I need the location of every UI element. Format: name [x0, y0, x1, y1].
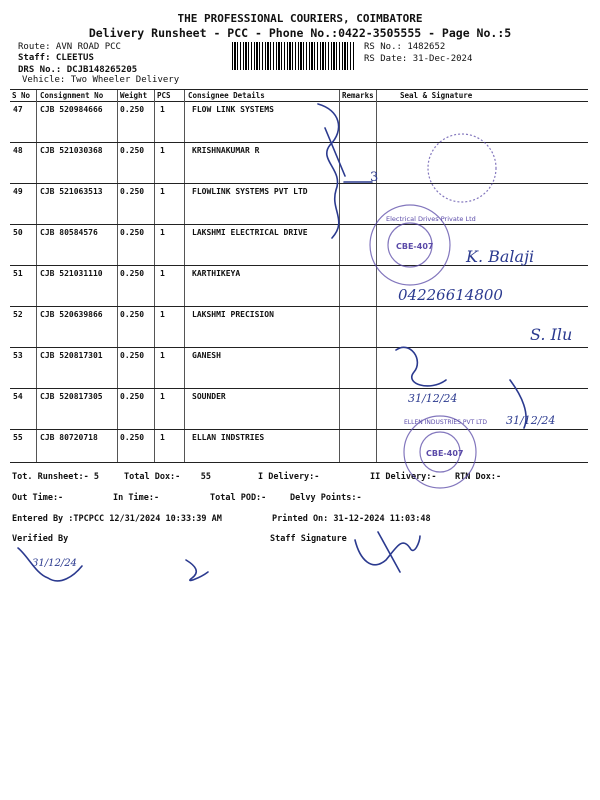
cell-sno: 54 — [13, 392, 23, 401]
cell-pcs: 1 — [160, 269, 165, 278]
cell-weight: 0.250 — [120, 105, 145, 114]
cell-weight: 0.250 — [120, 392, 145, 401]
remarks-line-stroke — [325, 128, 345, 176]
total-dox: Total Dox:- 55 — [124, 472, 211, 482]
col-header-weight: Weight — [120, 91, 148, 100]
cell-pcs: 1 — [160, 433, 165, 442]
printed-on: Printed On: 31-12-2024 11:03:48 — [272, 514, 431, 524]
company-title: THE PROFESSIONAL COURIERS, COIMBATORE — [177, 12, 423, 25]
cell-sno: 53 — [13, 351, 23, 360]
cell-sno: 47 — [13, 105, 23, 114]
cell-consignee: ELLAN INDSTRIES — [192, 433, 265, 442]
cell-consignee: KRISHNAKUMAR R — [192, 146, 260, 155]
out-time: Out Time:- — [12, 493, 64, 503]
col-header-consignee: Consignee Details — [188, 91, 265, 100]
delvy-points: Delvy Points:- — [290, 493, 362, 503]
handwritten-date: 31/12/24 — [408, 392, 458, 405]
cell-consignment: CJB 521063513 — [40, 187, 103, 196]
entered-by: Entered By :TPCPCC 12/31/2024 10:33:39 AM — [12, 514, 222, 524]
stamp-faded-ring — [428, 134, 496, 202]
rs-date: RS Date: 31-Dec-2024 — [364, 54, 473, 64]
seal-signature-stroke — [396, 347, 446, 386]
staff-signature-stroke — [355, 532, 420, 572]
col-header-consignment: Consignment No — [40, 91, 104, 100]
cell-weight: 0.250 — [120, 146, 145, 155]
cell-weight: 0.250 — [120, 228, 145, 237]
cell-consignee: GANESH — [192, 351, 221, 360]
cell-consignment: CJB 80720718 — [40, 433, 98, 442]
cell-consignment: CJB 520817305 — [40, 392, 103, 401]
total-pod: Total POD:- — [210, 493, 267, 503]
cell-pcs: 1 — [160, 228, 165, 237]
handwritten-phone: 04226614800 — [398, 286, 503, 304]
cell-sno: 49 — [13, 187, 23, 196]
remarks-bracket-stroke — [318, 104, 339, 238]
cell-consignment: CJB 521030368 — [40, 146, 103, 155]
cell-weight: 0.250 — [120, 351, 145, 360]
remarks-number: 3 — [370, 170, 379, 185]
stamp-ellen-text: ELLEN INDUSTRIES PVT LTD — [404, 419, 487, 426]
cell-consignee: FLOW LINK SYSTEMS — [192, 105, 274, 114]
col-header-sno: S No — [12, 91, 31, 100]
cell-weight: 0.250 — [120, 310, 145, 319]
cell-consignee: LAKSHMI ELECTRICAL DRIVE — [192, 228, 308, 237]
col-header-seal: Seal & Signature — [400, 91, 473, 100]
tot-runsheet: Tot. Runsheet:- 5 — [12, 472, 99, 482]
cell-pcs: 1 — [160, 105, 165, 114]
cell-consignee: KARTHIKEYA — [192, 269, 241, 278]
cell-sno: 50 — [13, 228, 23, 237]
cell-sno: 48 — [13, 146, 23, 155]
verifier-date: 31/12/24 — [32, 558, 77, 569]
cell-sno: 52 — [13, 310, 23, 319]
cell-pcs: 1 — [160, 351, 165, 360]
stamp-electrical-text: Electrical Drives Private Ltd — [386, 215, 476, 223]
cell-pcs: 1 — [160, 310, 165, 319]
cell-weight: 0.250 — [120, 269, 145, 278]
cell-consignment: CJB 520817301 — [40, 351, 103, 360]
verifier-tick-stroke — [186, 560, 208, 580]
route-label: Route: AVN ROAD PCC — [18, 42, 121, 52]
cell-consignee: LAKSHMI PRECISION — [192, 310, 274, 319]
vehicle-label: Vehicle: Two Wheeler Delivery — [22, 75, 180, 85]
cell-pcs: 1 — [160, 392, 165, 401]
rtn-dox: RTN Dox:- — [455, 472, 502, 482]
cell-consignment: CJB 80584576 — [40, 228, 98, 237]
handwritten-date: 31/12/24 — [506, 414, 556, 427]
cell-consignee: FLOWLINK SYSTEMS PVT LTD — [192, 187, 308, 196]
handwritten-name: K. Balaji — [466, 247, 535, 266]
cell-consignment: CJB 520984666 — [40, 105, 103, 114]
cell-pcs: 1 — [160, 146, 165, 155]
ii-delivery: II Delivery:- — [370, 472, 437, 482]
col-header-remarks: Remarks — [342, 91, 374, 100]
runsheet-subtitle: Delivery Runsheet - PCC - Phone No.:0422-3505555 - Page No.:5 — [88, 26, 512, 40]
in-time: In Time:- — [113, 493, 160, 503]
staff-signature-label: Staff Signature — [270, 534, 347, 544]
cell-pcs: 1 — [160, 187, 165, 196]
cell-consignment: CJB 521031110 — [40, 269, 103, 278]
cell-consignee: SOUNDER — [192, 392, 226, 401]
staff-label: Staff: CLEETUS — [18, 53, 94, 63]
cell-consignment: CJB 520639866 — [40, 310, 103, 319]
cell-weight: 0.250 — [120, 433, 145, 442]
col-header-pcs: PCS — [157, 91, 171, 100]
rs-number: RS No.: 1482652 — [364, 42, 446, 52]
verified-by: Verified By — [12, 534, 69, 544]
cell-sno: 55 — [13, 433, 23, 442]
i-delivery: I Delivery:- — [258, 472, 320, 482]
handwritten-initials: S. Ilu — [530, 325, 573, 344]
stamp-ellen-code: CBE-407 — [426, 449, 464, 458]
drs-number: DRS No.: DCJB148265205 — [18, 65, 138, 75]
cell-weight: 0.250 — [120, 187, 145, 196]
cell-sno: 51 — [13, 269, 23, 278]
stamp-electrical-code: CBE-407 — [396, 242, 434, 251]
